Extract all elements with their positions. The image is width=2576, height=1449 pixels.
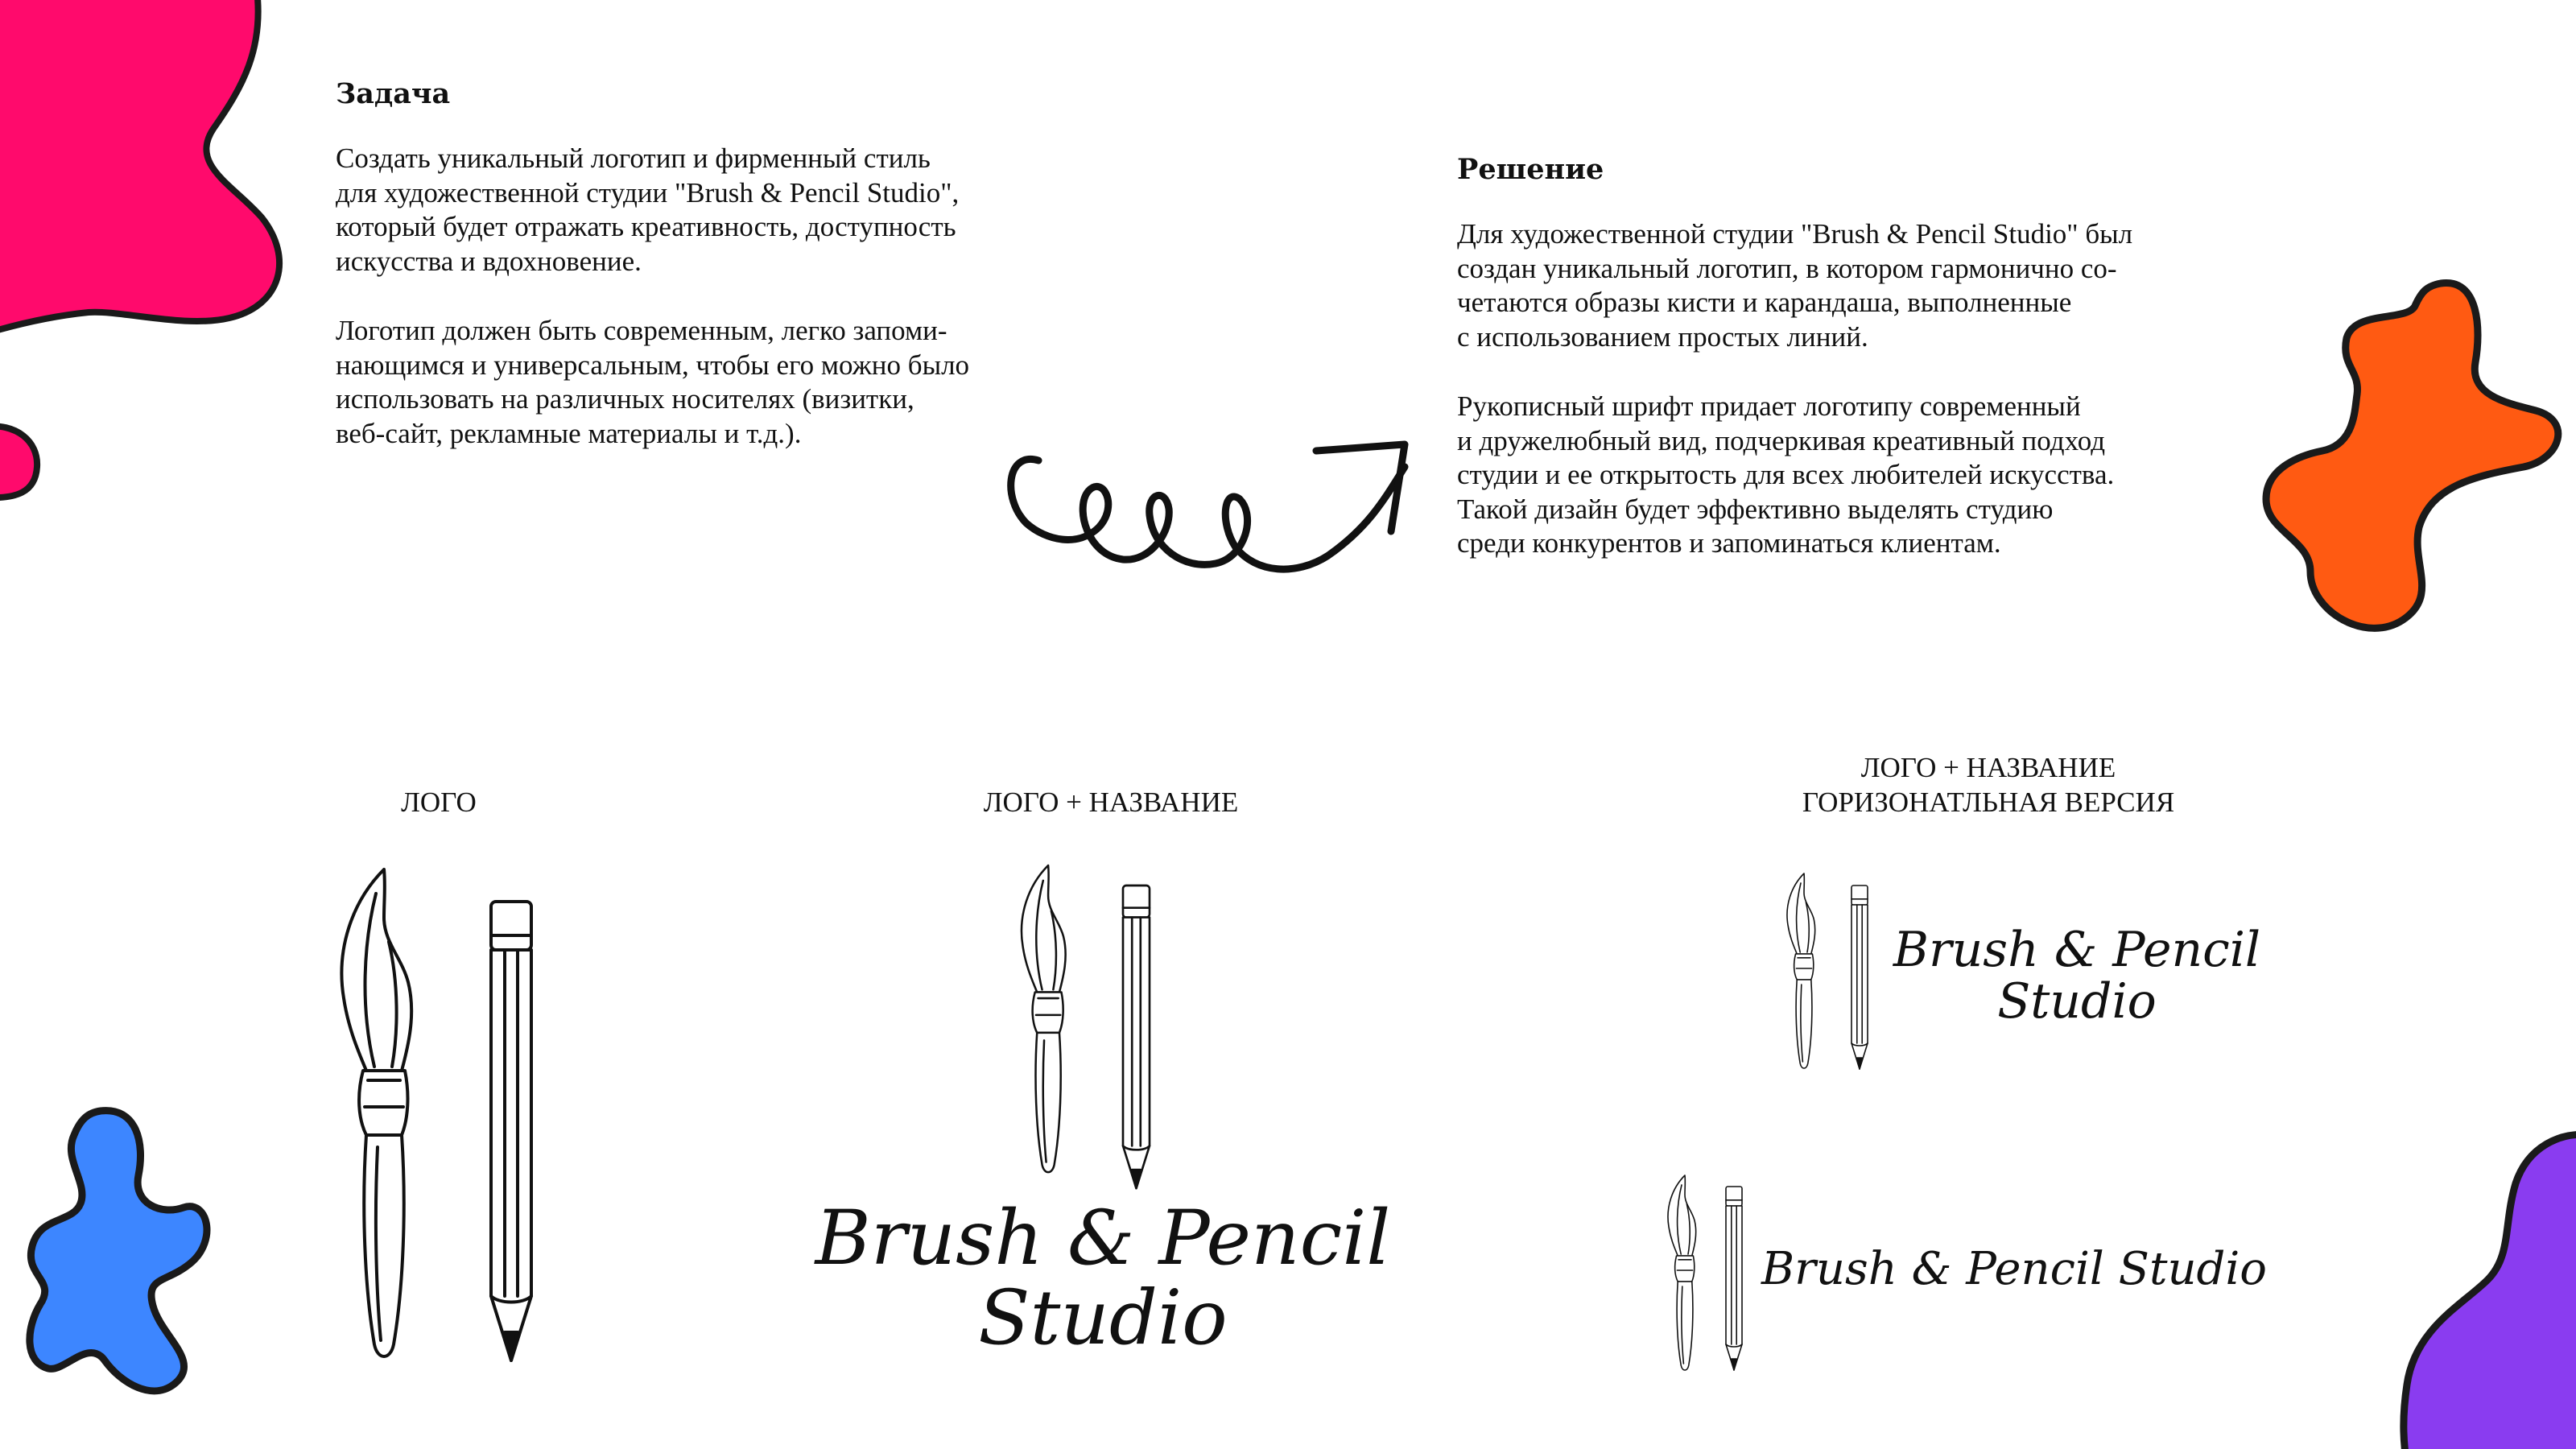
task-paragraph-2: Логотип должен быть современным, легко запоми- нающимся и универсальным, чтобы его можно было использовать на различных носителях (визитки, веб-сайт, рекламные материалы и т.д.). [336,315,970,449]
task-heading: Задача [336,77,451,110]
horizontal-version-label: ЛОГО + НАЗВАНИЕ ГОРИЗОНАТЛЬНАЯ ВЕРСИЯ [1802,752,2175,818]
solution-heading: Решение [1457,153,1604,186]
wordmark-horizontal: Brush & Pencil Studio [1893,922,2261,1030]
solution-paragraph-2: Рукописный шрифт придает логотипу современный и дружелюбный вид, подчеркивая креативный подход студии и ее открытость для всех любителей искусства. Такой дизайн будет эффективно выделять студию среди конкурентов и запоминаться клиентам. [1457,390,2115,559]
solution-paragraph-1: Для художественной студии "Brush & Pencil Studio" был создан уникальный логотип, в котором гармонично со- четаются образы кисти и карандаша, выполненные с использованием простых линий. [1457,218,2133,353]
wordmark-stacked: Brush & Pencil Studio [815,1195,1391,1362]
wordmark-single-line: Brush & Pencil Studio [1761,1243,2268,1295]
logo-name-label: ЛОГО + НАЗВАНИЕ [983,786,1239,818]
logo-label: ЛОГО [401,786,477,818]
task-paragraph-1: Создать уникальный логотип и фирменный стиль для художественной студии "Brush & Pencil Studio", который будет отражать креативность, доступность искусства и вдохновение. [336,142,960,277]
